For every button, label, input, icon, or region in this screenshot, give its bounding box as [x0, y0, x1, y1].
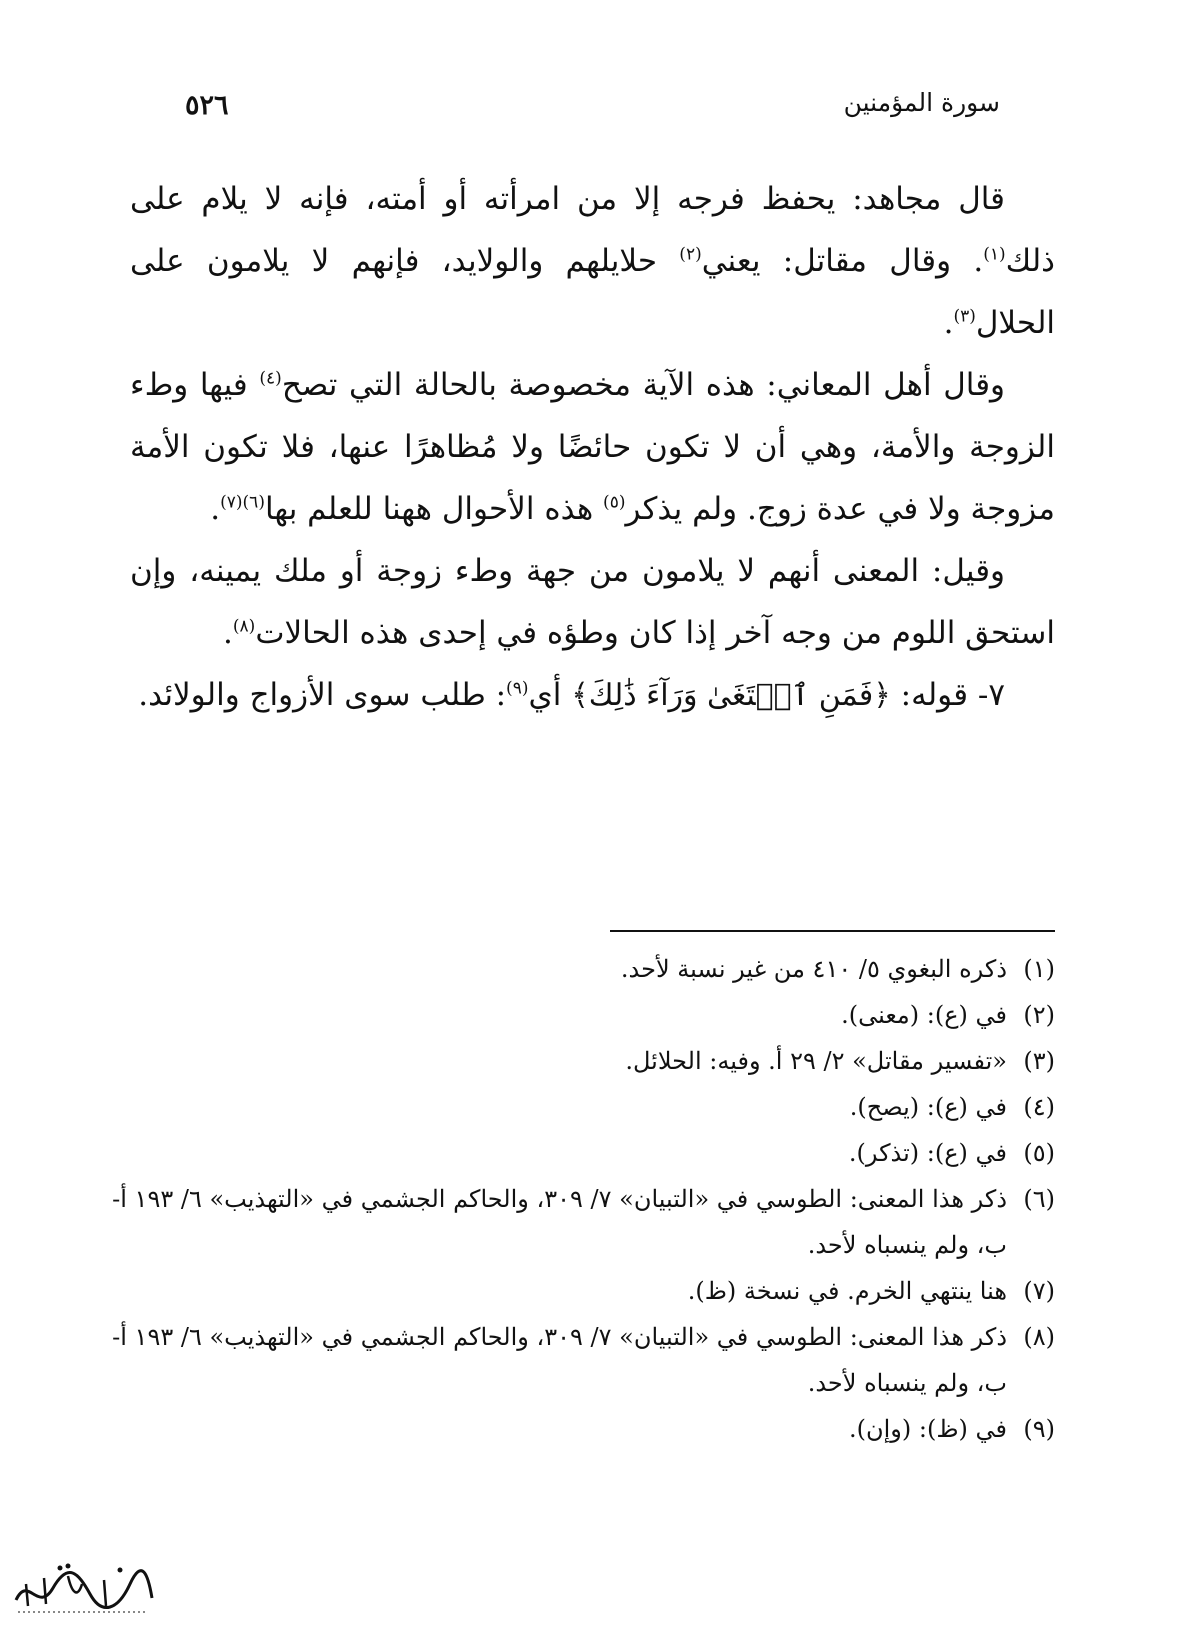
- footnote-text: ذكر هذا المعنى: الطوسي في «التبيان» ٧/ ٣٠٩، والحاكم الجشمي في «التهذيب» ٦/ ١٩٣ أ- ب، ولم ينسباه لأحد.: [112, 1185, 1007, 1259]
- paragraph-4: [130, 664, 1055, 727]
- footnote-text: ذكر هذا المعنى: الطوسي في «التبيان» ٧/ ٣٠٩، والحاكم الجشمي في «التهذيب» ٦/ ١٩٣ أ- ب، ولم ينسباه لأحد.: [112, 1323, 1007, 1397]
- footnote-ref: (٣): [953, 306, 976, 327]
- text-run: وقال أهل المعاني: هذه الآية مخصوصة بالحالة التي تصح: [281, 367, 1005, 403]
- main-text: [130, 168, 1055, 727]
- footnote-text: في (ع): (معنى).: [841, 1001, 1007, 1029]
- footnote-text: في (ع): (يصح).: [849, 1093, 1007, 1121]
- footnote: [110, 1268, 1055, 1314]
- text-run: : طلب سوى الأزواج والولائد.: [138, 677, 507, 713]
- publisher-logo: [8, 1554, 158, 1624]
- footnote: [110, 1084, 1055, 1130]
- text-run: حلايلهم والولايد، فإنهم لا يلامون على الحلال: [130, 243, 1055, 341]
- text-run: .: [210, 491, 221, 527]
- footnote-text: «تفسير مقاتل» ٢/ ٢٩ أ. وفيه: الحلائل.: [625, 1047, 1007, 1075]
- footnote: [110, 1130, 1055, 1176]
- page-header: [185, 88, 1000, 128]
- paragraph-1: [130, 168, 1055, 354]
- text-run: أي: [528, 677, 572, 713]
- footnote-ref: (٨): [232, 616, 256, 637]
- footnote: [110, 992, 1055, 1038]
- text-run: وقيل: المعنى أنهم لا يلامون من جهة وطء زوجة أو ملك يمينه، وإن استحق اللوم من وجه آخر إذا كان وطؤه في إحدى هذه الحالات: [130, 553, 1055, 651]
- footnote-number: (١): [1023, 955, 1055, 983]
- footnote-number: (٣): [1023, 1047, 1055, 1075]
- surah-title: سورة المؤمنين: [843, 88, 1000, 117]
- text-run: ٧- قوله:: [890, 677, 1005, 713]
- footnote-ref: (١): [983, 244, 1006, 265]
- footnote: [110, 1406, 1055, 1452]
- paragraph-3: [130, 540, 1055, 664]
- text-run: هذه الأحوال ههنا للعلم بها: [264, 491, 604, 527]
- footnote-number: (٨): [1023, 1323, 1055, 1351]
- footnote-ref: (٢): [679, 244, 702, 265]
- text-run: قال مجاهد: يحفظ فرجه إلا من امرأته أو أمته، فإنه لا يلام على ذلك: [130, 181, 1055, 279]
- footnote-divider: [610, 930, 1055, 932]
- footnote-number: (٥): [1023, 1139, 1055, 1167]
- footnote-text: ذكره البغوي ٥/ ٤١٠ من غير نسبة لأحد.: [620, 955, 1007, 983]
- text-run: .: [223, 615, 233, 651]
- footnotes: [110, 946, 1055, 1452]
- footnote-text: في (ع): (تذكر).: [848, 1139, 1007, 1167]
- footnote-number: (٩): [1023, 1415, 1055, 1443]
- paragraph-2: [130, 354, 1055, 540]
- footnote-number: (٢): [1023, 1001, 1055, 1029]
- text-run: فيها وطء الزوجة والأمة، وهي أن لا تكون حائضًا ولا مُظاهرًا عنها، فلا تكون الأمة مزوجة ولا في عدة زوج. ولم يذكر: [130, 367, 1055, 527]
- footnote: [110, 946, 1055, 992]
- text-run: . وقال مقاتل: يعني: [701, 243, 984, 279]
- footnote: [110, 1038, 1055, 1084]
- footnote-text: في (ظ): (وإن).: [849, 1415, 1007, 1443]
- footnote-number: (٧): [1023, 1277, 1055, 1305]
- footnote-ref: (٥): [603, 492, 626, 513]
- footnote-ref: (٩): [506, 678, 529, 699]
- footnote-text: هنا ينتهي الخرم. في نسخة (ظ).: [687, 1277, 1007, 1305]
- footnote: [110, 1314, 1055, 1406]
- footnote-number: (٦): [1023, 1185, 1055, 1213]
- quran-verse: ﴿فَمَنِ ٱبۡتَغَىٰ وَرَآءَ ذَٰلِكَ﴾: [571, 678, 891, 713]
- footnote-ref: (٤): [259, 368, 282, 389]
- footnote-number: (٤): [1023, 1093, 1055, 1121]
- page-number: ٥٢٦: [185, 90, 229, 121]
- text-run: .: [943, 305, 954, 341]
- footnote-ref: (٦)(٧): [220, 492, 265, 513]
- footnote: [110, 1176, 1055, 1268]
